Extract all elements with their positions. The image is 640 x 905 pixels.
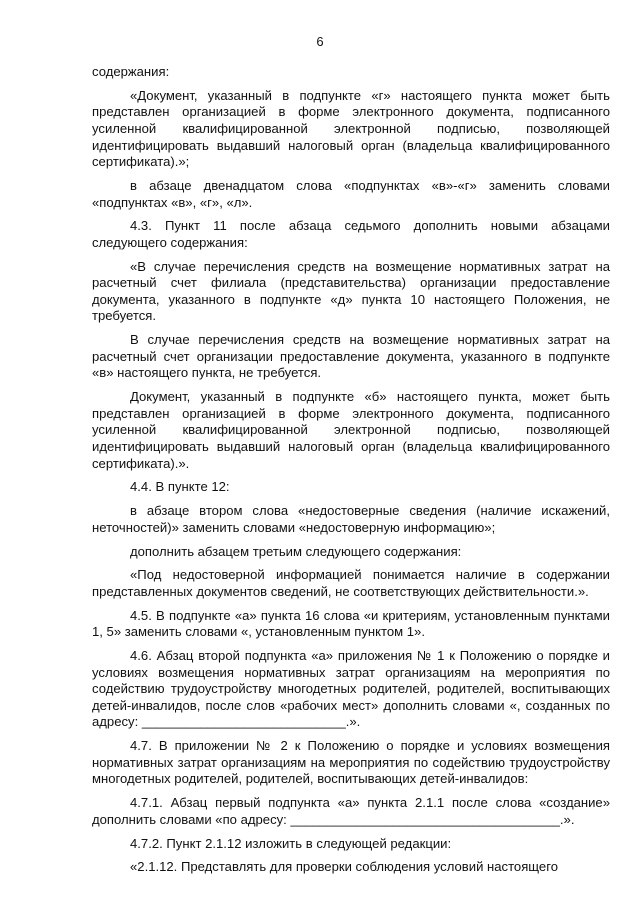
paragraph: Документ, указанный в подпункте «б» настоящего пункта, может быть представлен организацией в форме электронного документа, подписанного усиленной квалифицированной электронной подписью, позволяющей идентифицировать выдавший налоговый орган (владельца квалифицированного сертификата).». <box>92 389 610 471</box>
paragraph: В случае перечисления средств на возмещение нормативных затрат на расчетный счет организации предоставление документа, указанного в подпункте «в» настоящего пункта, не требуется. <box>92 332 610 381</box>
paragraph: дополнить абзацем третьим следующего содержания: <box>130 543 462 559</box>
document-body <box>92 64 610 883</box>
paragraph: в абзаце двенадцатом слова «подпунктах «в»-«г» заменить словами «подпунктах «в», «г», «л». <box>92 177 610 210</box>
paragraph: 4.7. В приложении № 2 к Положению о порядке и условиях возмещения нормативных затрат организациям на мероприятия по содействию трудоустройству многодетных родителей, родителей, воспитывающих детей-инвалидов: <box>92 738 610 787</box>
paragraph: 4.3. Пункт 11 после абзаца седьмого дополнить новыми абзацами следующего содержания: <box>92 218 610 250</box>
paragraph: «2.1.12. Представлять для проверки соблюдения условий настоящего <box>130 859 558 875</box>
paragraph: в абзаце втором слова «недостоверные сведения (наличие искажений, неточностей)» заменить словами «недостоверную информацию»; <box>92 503 610 535</box>
paragraph: 4.4. В пункте 12: <box>130 479 230 495</box>
paragraph: «В случае перечисления средств на возмещение нормативных затрат на расчетный счет филиала (представительства) организации предоставление документа, указанного в подпункте «д» пункта 10 настоящего Положения, не требуется. <box>92 258 610 324</box>
paragraph: 4.7.2. Пункт 2.1.12 изложить в следующей редакции: <box>130 835 452 851</box>
paragraph: «Под недостоверной информацией понимается наличие в содержании представленных документов сведений, не соответствующих действительности.». <box>92 567 610 599</box>
paragraph: содержания: <box>92 64 170 79</box>
page-number: 6 <box>316 34 324 49</box>
paragraph: 4.6. Абзац второй подпункта «а» приложения № 1 к Положению о порядке и условиях возмещения нормативных затрат организациям на мероприятия по содействию трудоустройству многодетных родителей, родителей, воспитывающих детей-инвалидов, после слов «рабочих мест» дополнить словами «, созданных по адресу: ____________________________.». <box>92 648 610 730</box>
paragraph: 4.7.1. Абзац первый подпункта «а» пункта 2.1.1 после слова «создание» дополнить словами «по адресу: _____________________________________.». <box>92 795 610 827</box>
paragraph: «Документ, указанный в подпункте «г» настоящего пункта может быть представлен организацией в форме электронного документа, подписанного усиленной квалифицированной электронной подписью, позволяющей идентифицировать выдавший налоговый орган (владельца квалифицированного сертификата).»; <box>92 87 610 170</box>
paragraph: 4.5. В подпункте «а» пункта 16 слова «и критериям, установленным пунктами 1, 5» заменить словами «, установленным пунктом 1». <box>92 607 610 640</box>
